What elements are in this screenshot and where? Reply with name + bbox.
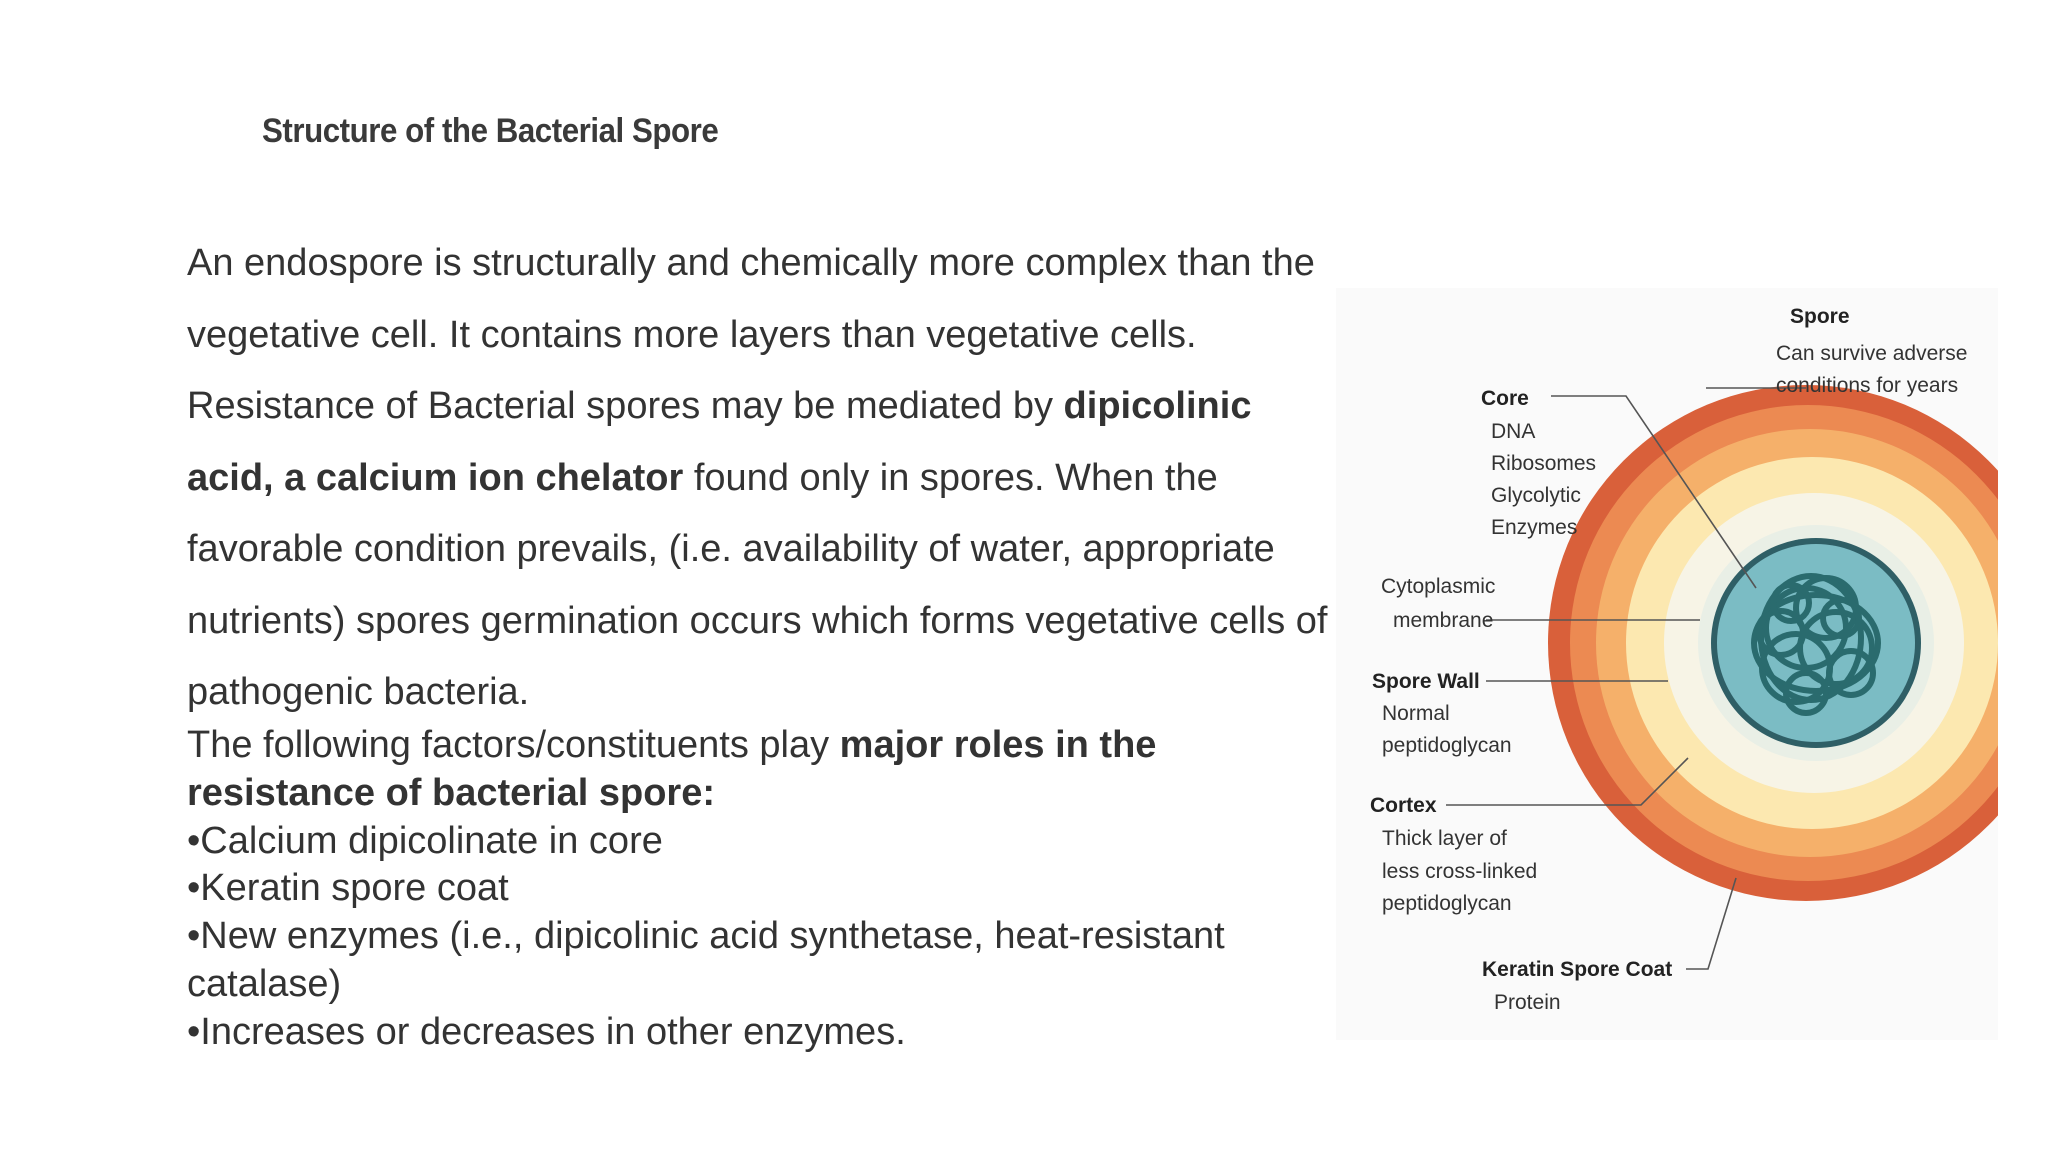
- wall-label: Spore Wall: [1372, 670, 1480, 693]
- factor-item: •Calcium dipicolinate in core: [187, 819, 663, 862]
- factor-item: •Keratin spore coat: [187, 867, 509, 910]
- core-item: DNA: [1491, 420, 1536, 443]
- core-label: Core: [1481, 387, 1529, 410]
- intro-bold-text: dipicolinic acid, a calcium ion chelator: [187, 385, 1252, 499]
- core-item: Ribosomes: [1491, 452, 1597, 475]
- intro-text-1: An endospore is structurally and chemically more complex than the vegetative cell. It contains more layers than vegetative cells. Resistance of Bacterial spores may be mediated by: [187, 242, 1315, 427]
- cortex-desc-1: Thick layer of: [1382, 827, 1507, 850]
- intro-text-2: found only in spores. When the favorable condition prevails, (i.e. availability of water, appropriate nutrients) spores germination occurs which forms vegetative cells of pathogenic bacteria.: [187, 456, 1328, 713]
- spore-desc-2: conditions for years: [1776, 374, 1959, 397]
- factors-lead: [187, 722, 1347, 818]
- slide-title: Structure of the Bacterial Spore: [262, 112, 719, 150]
- wall-desc-2: peptidoglycan: [1382, 734, 1512, 757]
- spore-diagram: [1336, 288, 1998, 1040]
- cortex-label: Cortex: [1370, 794, 1437, 817]
- factors-section: [187, 722, 1347, 1057]
- cortex-desc-3: peptidoglycan: [1382, 892, 1512, 915]
- core-item: Glycolytic: [1491, 484, 1581, 507]
- factors-lead-text: The following factors/constituents play: [187, 724, 840, 766]
- membrane-label-2: membrane: [1393, 609, 1494, 632]
- factor-item: •New enzymes (i.e., dipicolinic acid synthetase, heat-resistant catalase): [187, 915, 1225, 1005]
- cortex-desc-2: less cross-linked: [1382, 860, 1538, 883]
- core-item: Enzymes: [1491, 516, 1578, 539]
- spore-diagram-svg: [1336, 288, 1998, 1040]
- coat-desc: Protein: [1494, 991, 1561, 1014]
- factor-item: •Increases or decreases in other enzymes.: [187, 1010, 906, 1053]
- factor-list: [187, 818, 1347, 1057]
- coat-label: Keratin Spore Coat: [1482, 958, 1673, 981]
- spore-desc-1: Can survive adverse: [1776, 342, 1968, 365]
- coat-leader: [1686, 878, 1736, 969]
- intro-paragraph: [187, 228, 1347, 729]
- factors-lead-bold: major roles in the resistance of bacterial spore:: [187, 724, 1157, 814]
- membrane-label-1: Cytoplasmic: [1381, 575, 1496, 598]
- spore-layers: [1548, 385, 1998, 901]
- wall-desc-1: Normal: [1382, 702, 1450, 725]
- spore-label: Spore: [1790, 305, 1850, 328]
